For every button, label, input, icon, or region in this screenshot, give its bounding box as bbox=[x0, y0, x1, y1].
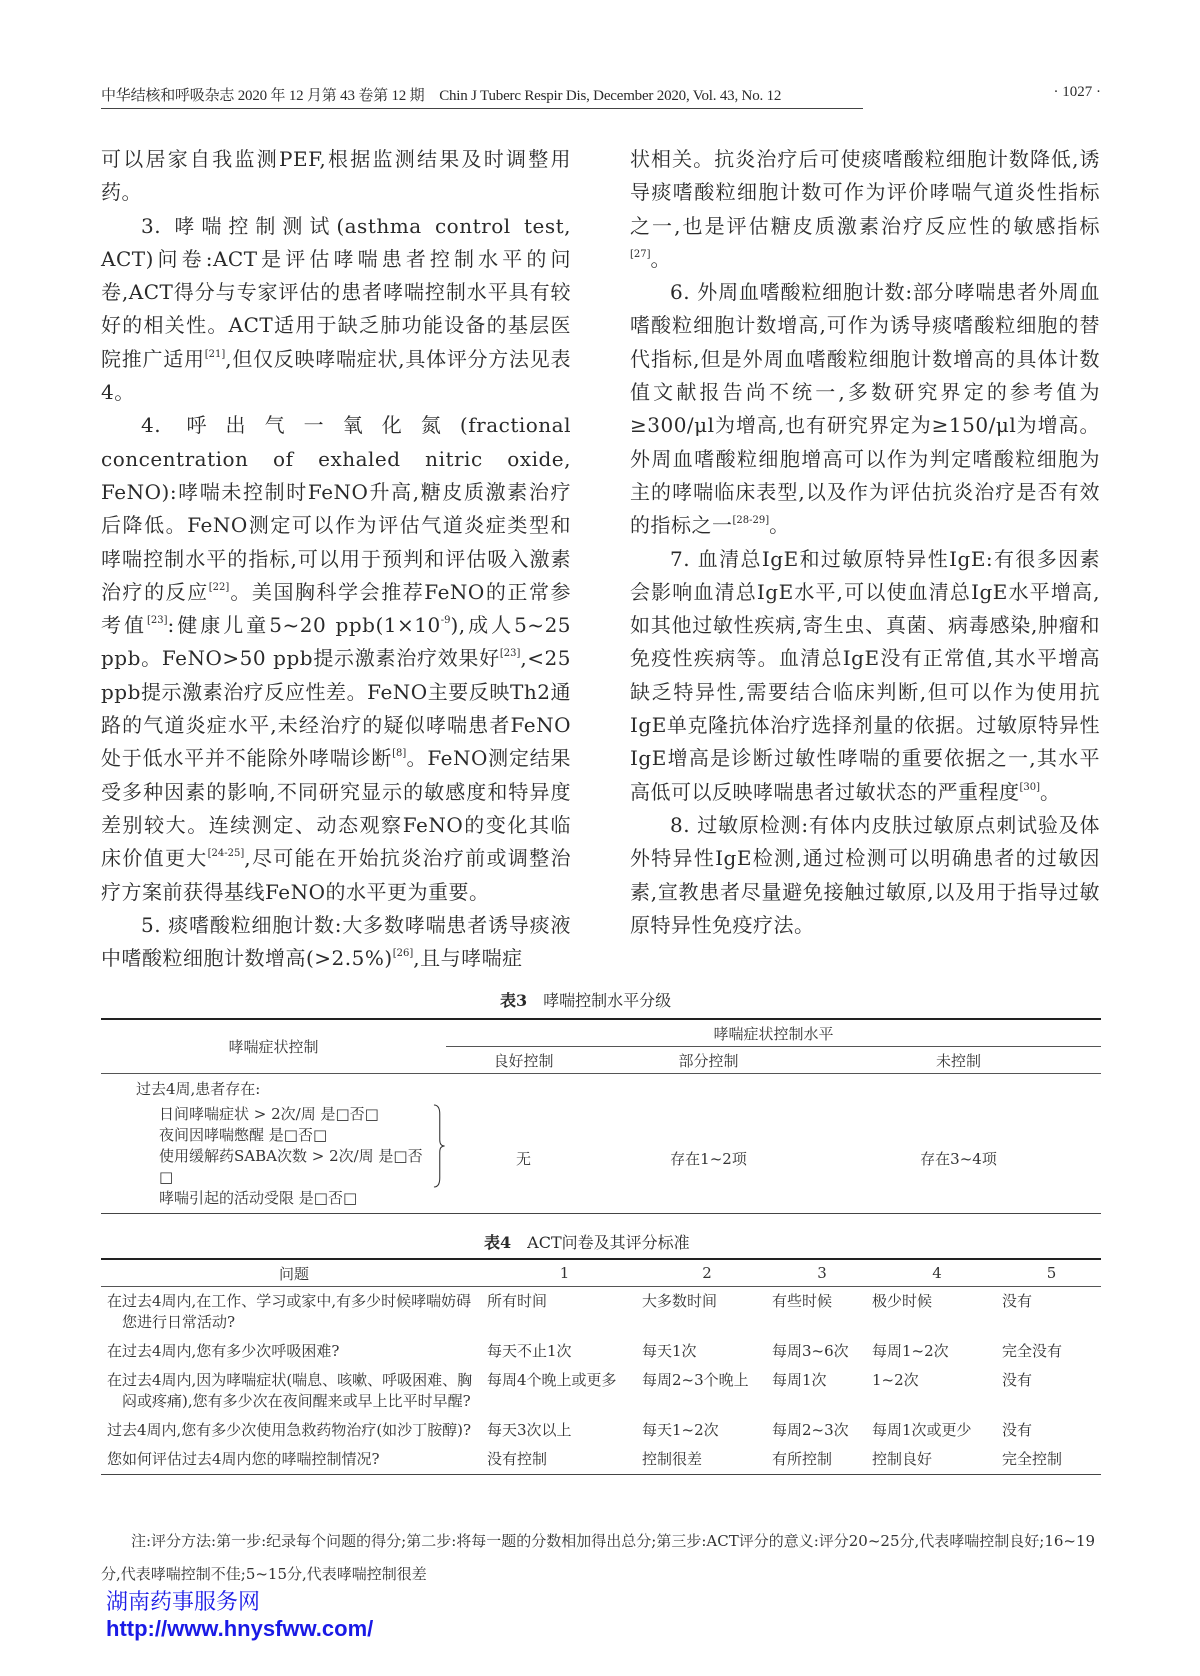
paragraph-text: 。美国胸科学会推荐FeNO的正常参考值 bbox=[101, 579, 572, 638]
paragraph-feno bbox=[101, 409, 571, 908]
table4-cell: 每周3~6次 bbox=[772, 1342, 849, 1360]
table3-item: 使用缓解药SABA次数 > 2次/周 是□否□ bbox=[159, 1147, 423, 1186]
table4-header-score: 5 bbox=[1002, 1259, 1101, 1287]
table3-title: 哮喘控制水平分级 bbox=[543, 991, 672, 1010]
page-number: · 1027 · bbox=[1053, 84, 1101, 100]
table3-value-uncontrolled: 存在3~4项 bbox=[920, 1150, 997, 1168]
paragraph-sputum-eos bbox=[101, 909, 571, 976]
paragraph-text: ,且与哮喘症 bbox=[413, 946, 523, 971]
table4-cell: 每天1~2次 bbox=[642, 1421, 719, 1439]
citation-ref[interactable]: [28-29] bbox=[732, 515, 770, 527]
table4-question bbox=[101, 1287, 487, 1338]
table3-intro-row bbox=[101, 1074, 1101, 1105]
paragraph-act bbox=[101, 210, 571, 410]
table3-value-good: 无 bbox=[515, 1150, 531, 1168]
paragraph-text: 4. 呼出气一氧化氮(fractional concentration of exhaled nitric oxide, FeNO):哮喘未控制时FeNO升高,糖皮质激素治疗后降低。FeNO测定可以作为评估气道炎症类型和哮喘控制水平的指标,可以用于预判和评估吸入激素治疗的反应 bbox=[101, 413, 571, 604]
paragraph-pef bbox=[101, 143, 571, 210]
paragraph-text: 6. 外周血嗜酸粒细胞计数:部分哮喘患者外周血嗜酸粒细胞计数增高,可作为诱导痰嗜酸粒细胞的替代指标,但是外周血嗜酸粒细胞计数增高的具体计数值文献报告尚不统一,多数研究界定的参考值为≥300/μl为增高,也有研究界定为≥150/μl为增高。外周血嗜酸粒细胞增高可以作为判定嗜酸粒细胞为主的哮喘临床表型,以及作为评估抗炎治疗是否有效的指标之一 bbox=[630, 280, 1100, 538]
table4-header-score: 2 bbox=[642, 1259, 772, 1287]
paragraph-text: 。 bbox=[650, 246, 672, 271]
citation-ref[interactable]: [27] bbox=[630, 248, 651, 260]
table-row bbox=[101, 1416, 1101, 1445]
table-row bbox=[101, 1366, 1101, 1416]
table3-item: 日间哮喘症状 > 2次/周 是□否□ bbox=[159, 1105, 379, 1123]
table3-intro: 过去4周,患者存在: bbox=[136, 1080, 261, 1098]
table4-label: 表4 bbox=[484, 1233, 512, 1252]
paragraph-text: 5. 痰嗜酸粒细胞计数:大多数哮喘患者诱导痰液中嗜酸粒细胞计数增高(>2.5%) bbox=[101, 912, 571, 971]
table3-item: 哮喘引起的活动受限 是□否□ bbox=[159, 1189, 358, 1207]
table3-asthma-control-levels bbox=[101, 1018, 1101, 1214]
table4-cell: 每天3次以上 bbox=[487, 1421, 572, 1439]
table4-cell: 每周4个晚上或更多 bbox=[487, 1371, 617, 1389]
citation-ref[interactable]: [21] bbox=[204, 348, 226, 360]
paragraph-ige bbox=[630, 543, 1100, 809]
paragraph-sputum-eos-cont bbox=[630, 143, 1100, 276]
question-text: 在过去4周内,您有多少次呼吸困难? bbox=[107, 1342, 340, 1360]
table4-cell: 没有控制 bbox=[487, 1450, 548, 1468]
paragraph-text: ,<25 ppb提示激素治疗反应性差。FeNO主要反映Th2通路的气道炎症水平,未经治疗的疑似哮喘患者FeNO处于低水平并不能除外哮喘诊断 bbox=[101, 646, 571, 771]
citation-ref[interactable]: [8] bbox=[392, 748, 407, 760]
paragraph-text: 可以居家自我监测PEF,根据监测结果及时调整用药。 bbox=[101, 147, 571, 205]
table4-question bbox=[101, 1416, 487, 1445]
table4-question bbox=[101, 1337, 487, 1366]
table4-question bbox=[101, 1366, 487, 1416]
table4-cell: 每周1~2次 bbox=[872, 1342, 949, 1360]
table4-cell: 所有时间 bbox=[487, 1292, 548, 1310]
question-text: 您如何评估过去4周内您的哮喘控制情况? bbox=[107, 1450, 380, 1468]
table4-cell: 有些时候 bbox=[772, 1292, 833, 1310]
table4-cell: 大多数时间 bbox=[642, 1292, 718, 1310]
table4-cell: 每周1次 bbox=[772, 1371, 827, 1389]
table3-header-symptom: 哮喘症状控制 bbox=[101, 1019, 446, 1074]
left-column bbox=[101, 143, 571, 975]
table4-cell: 每周2~3个晚上 bbox=[642, 1371, 749, 1389]
table3-header-good: 良好控制 bbox=[446, 1047, 601, 1074]
paragraph-text: 3. 哮喘控制测试(asthma control test, ACT)问卷:ACT是评估哮喘患者控制水平的问卷,ACT得分与专家评估的患者哮喘控制水平具有较好的相关性。ACT适用于缺乏肺功能设备的基层医院推广适用 bbox=[101, 213, 571, 371]
paragraph-text: ,尽可能在开始抗炎治疗前或调整治疗方案前获得基线FeNO的水平更为重要。 bbox=[101, 846, 571, 904]
table4-cell: 每天不止1次 bbox=[487, 1342, 572, 1360]
table4-cell: 没有 bbox=[1002, 1421, 1033, 1439]
watermark-url[interactable]: http://www.hnysfww.com/ bbox=[106, 1616, 374, 1641]
running-header bbox=[101, 84, 1101, 108]
paragraph-text: ),成人5~25 ppb。FeNO>50 ppb提示激素治疗效果好 bbox=[101, 613, 572, 671]
table4-cell: 没有 bbox=[1002, 1292, 1033, 1310]
citation-ref[interactable]: [30] bbox=[1019, 781, 1041, 793]
citation-ref[interactable]: [26] bbox=[392, 948, 414, 960]
watermark bbox=[106, 1590, 373, 1642]
paragraph-text: 7. 血清总IgE和过敏原特异性IgE:有很多因素会影响血清总IgE水平,可以使血清总IgE水平增高,如其他过敏性疾病,寄生虫、真菌、病毒感染,肿瘤和免疫性疾病等。血清总IgE没有正常值,其水平增高缺乏特异性,需要结合临床判断,但可以作为使用抗IgE单克隆抗体治疗选择剂量的依据。过敏原特异性IgE增高是诊断过敏性哮喘的重要依据之一,其水平高低可以反映哮喘患者过敏状态的严重程度 bbox=[630, 546, 1100, 804]
table4-title: ACT问卷及其评分标准 bbox=[527, 1233, 690, 1252]
citation-ref[interactable]: [23] bbox=[499, 648, 521, 660]
right-column bbox=[630, 143, 1100, 942]
table4-cell: 每周2~3次 bbox=[772, 1421, 849, 1439]
table-row bbox=[101, 1445, 1101, 1475]
table3-items-cell bbox=[101, 1104, 446, 1214]
paragraph-text: :健康儿童5~20 ppb(1×10 bbox=[167, 613, 441, 638]
table4-cell: 有所控制 bbox=[772, 1450, 833, 1468]
question-text: 在过去4周内,因为哮喘症状(喘息、咳嗽、呼吸困难、胸闷或疼痛),您有多少次在夜间醒来或早上比平时早醒? bbox=[107, 1371, 473, 1410]
exponent: -9 bbox=[440, 615, 451, 627]
table4-caption bbox=[484, 1230, 690, 1253]
citation-ref[interactable]: [22] bbox=[208, 581, 230, 593]
paragraph-text: 。 bbox=[1040, 779, 1061, 804]
table4-cell: 每天1次 bbox=[642, 1342, 697, 1360]
table4-cell: 完全没有 bbox=[1002, 1342, 1063, 1360]
table-row bbox=[101, 1287, 1101, 1338]
citation-ref[interactable]: [23] bbox=[147, 615, 168, 627]
table3-caption bbox=[500, 988, 671, 1011]
table4-cell: 极少时候 bbox=[872, 1292, 933, 1310]
table4-cell: 每周1次或更少 bbox=[872, 1421, 972, 1439]
paragraph-text: 8. 过敏原检测:有体内皮肤过敏原点刺试验及体外特异性IgE检测,通过检测可以明确患者的过敏因素,宣教患者尽量避免接触过敏原,以及用于指导过敏原特异性免疫疗法。 bbox=[630, 812, 1100, 937]
table4-header-score: 3 bbox=[772, 1259, 872, 1287]
paragraph-text: 。 bbox=[769, 513, 790, 538]
table3-label: 表3 bbox=[500, 991, 528, 1010]
right-brace-icon bbox=[432, 1104, 446, 1188]
table4-cell: 控制很差 bbox=[642, 1450, 703, 1468]
table3-header-uncontrolled: 未控制 bbox=[816, 1047, 1101, 1074]
journal-citation: 中华结核和呼吸杂志 2020 年 12 月第 43 卷第 12 期 Chin J Tuberc Respir Dis, December 2020, Vol. 43, No. 12 bbox=[101, 84, 863, 109]
paragraph-text: 。FeNO测定结果受多种因素的影响,不同研究显示的敏感度和特异度差别较大。连续测定、动态观察FeNO的变化其临床价值更大 bbox=[101, 746, 572, 871]
table4-note: 注:评分方法:第一步:纪录每个问题的得分;第二步:将每一题的分数相加得出总分;第三步:ACT评分的意义:评分20~25分,代表哮喘控制良好;16~19分,代表哮喘控制不佳;5~15分,代表哮喘控制很差 bbox=[101, 1532, 1096, 1583]
paragraph-text: 状相关。抗炎治疗后可使痰嗜酸粒细胞计数降低,诱导痰嗜酸粒细胞计数可作为评价哮喘气道炎性指标之一,也是评估糖皮质激素治疗反应性的敏感指标 bbox=[630, 147, 1100, 238]
table4-question bbox=[101, 1445, 487, 1475]
table4-cell: 控制良好 bbox=[872, 1450, 933, 1468]
watermark-site-name: 湖南药事服务网 bbox=[106, 1590, 261, 1615]
table3-value-partial: 存在1~2项 bbox=[670, 1150, 747, 1168]
citation-ref[interactable]: [24-25] bbox=[207, 848, 245, 860]
table4-header-row bbox=[101, 1259, 1101, 1287]
table4-cell: 完全控制 bbox=[1002, 1450, 1063, 1468]
table-row bbox=[101, 1337, 1101, 1366]
table3-items-row bbox=[101, 1104, 1101, 1214]
table4-cell: 1~2次 bbox=[872, 1371, 919, 1389]
paragraph-text: ,但仅反映哮喘症状,具体评分方法见表4。 bbox=[101, 346, 572, 405]
table4-header-score: 1 bbox=[487, 1259, 642, 1287]
table4-header-question: 问题 bbox=[101, 1259, 487, 1287]
paragraph-allergen-test bbox=[630, 809, 1100, 942]
table3-header-partial: 部分控制 bbox=[601, 1047, 816, 1074]
table3-item: 夜间因哮喘憋醒 是□否□ bbox=[159, 1126, 328, 1144]
question-text: 在过去4周内,在工作、学习或家中,有多少时候哮喘妨碍您进行日常活动? bbox=[107, 1292, 472, 1331]
table4-cell: 没有 bbox=[1002, 1371, 1033, 1389]
table4-act-questionnaire bbox=[101, 1258, 1101, 1475]
table3-header-row1 bbox=[101, 1019, 1101, 1047]
table4-header-score: 4 bbox=[872, 1259, 1002, 1287]
table3-header-level: 哮喘症状控制水平 bbox=[446, 1019, 1101, 1047]
paragraph-blood-eos bbox=[630, 276, 1100, 542]
question-text: 过去4周内,您有多少次使用急救药物治疗(如沙丁胺醇)? bbox=[107, 1421, 472, 1439]
